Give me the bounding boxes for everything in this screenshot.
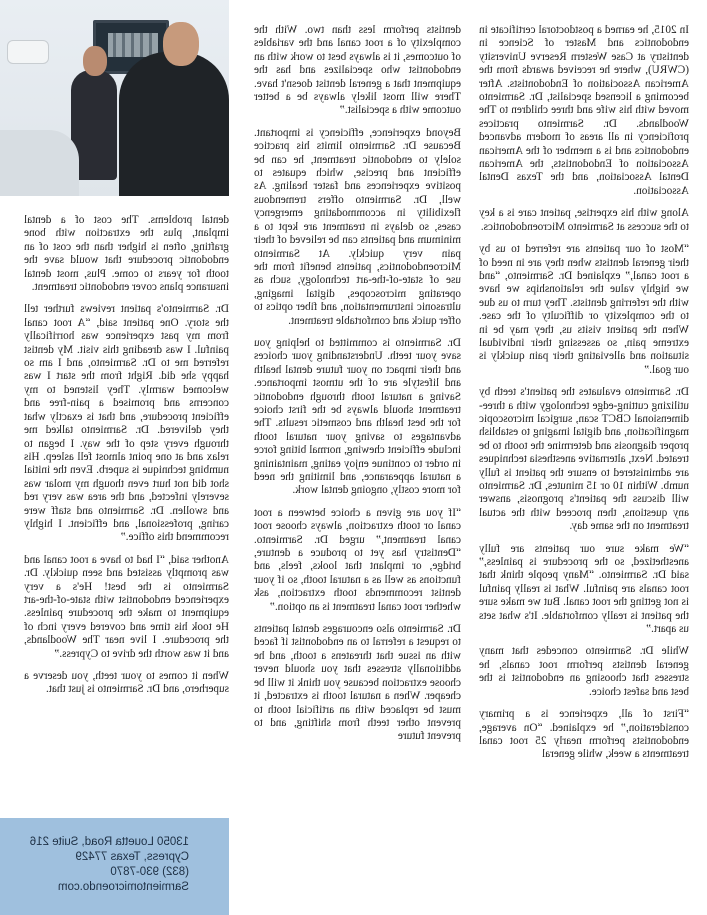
office-photo (0, 0, 229, 196)
contact-address: 13050 Louetta Road, Suite 216 (29, 836, 189, 848)
dental-lamp-image (7, 40, 49, 64)
paragraph: Beyond experience, efficiency is important. Because Dr. Sarmiento limits his practice solely to endodontic treatment, he can be efficient and precise, which equates to positive experiences and faster healing. As well, Dr. Sarmiento offers tremendous flexibility in accommodating emergency cases, so delays in treatment are kept to a minimum and patients can be relieved of their pain very quickly. At Sarmiento Microendodontics, patients benefit from the use of state-of-the-art technology, such as operating microscopes, digital imaging, ultrasonic instrumentation, and fiber optics to offer quick and comfortable treatment. (254, 126, 461, 327)
assistant-head (83, 46, 107, 76)
contact-website: Sarmientomicroendo.com (57, 881, 189, 893)
article-column-2 (254, 24, 461, 753)
paragraph: Along with his expertise, patient care is a key to the success at Sarmiento Microendodontics. (479, 207, 689, 233)
patient-chair (0, 130, 79, 196)
paragraph: Dr. Sarmiento is committed to helping you save your teeth. Understanding your choices and their impact on your future dental health and lifestyle are of the utmost importance. Saving a natural tooth through endodontic treatment should always be the first choice for the best health and cosmetic results. The advantages to saving your natural tooth include efficient chewing, normal biting force in order to continue enjoy eating, maintaining a natural appearance, and limiting the need for more costly, ongoing dental work. (254, 336, 461, 497)
doctor-head (163, 22, 199, 66)
paragraph: dentists perform less than two. With the complexity of a root canal and the variables of outcomes, it is always best to work with an endodontist who specializes and has the equipment that a general dentist doesn't have. There will most likely always be a better outcome with a specialist.” (254, 24, 461, 117)
paragraph: “Most of our patients are referred to us by their general dentists when they are in need of a root canal,” explained Dr. Sarmiento, “and we highly value the relationships we have with the referring dentists. They turn to us due to the complexity or difficulty of the case. When the patient visits us, they may be in extreme pain, so assessing their individual situation and alleviating their pain quickly is our goal.” (479, 243, 689, 376)
paragraph: dental problems. The cost of a dental implant, plus the extraction with bone grafting, often is higher than the cost of an endodontic procedure that would save the tooth for years to come. Plus, most dental insurance plans cover endodontic treatment. (24, 214, 229, 294)
paragraph: Dr. Sarmiento's patient reviews further tell the story. One patient said, “A root canal from my past experience was horrifically painful. I was dreading this visit. My dentist referred me to Dr. Sarmiento, and I am so happy she did. Right from the start I was welcomed warmly. They listened to my concerns and promised a pain-free and efficient procedure, and that is exactly what they delivered. Dr. Sarmiento talked me through every step of the way. I began to relax and at one point almost fell asleep. His numbing technique is superb. Even the initial shot did not hurt even though my molar was severely infected, and the area was very red and swollen. Dr. Sarmiento and staff were caring, professional, and efficient. I highly recommend this office.” (24, 303, 229, 544)
paragraph: While Dr. Sarmiento concedes that many general dentists perform root canals, he stresses that choosing an endodontist is the best and safest choice. (479, 645, 689, 698)
paragraph: Dr. Sarmiento also encourages dental patients to request a referral to an endodontist if faced with an issue that threatens a tooth, and he additionally stresses that you should never choose extraction because you think it will be cheaper. When a natural tooth is extracted, it must be replaced with an artificial tooth to prevent other teeth from shifting, and to prevent future (254, 623, 461, 743)
paragraph: Another said, “I had to have a root canal and was promptly assisted and seen quickly. Dr. Sarmiento is the best! He's a very experienced endodontist with state-of-the-art equipment to make the procedure painless. He took his time and covered every inch of the procedure. I live near The Woodlands, and it was worth the drive to Cypress.” (24, 553, 229, 660)
contact-phone: (832) 930-7870 (110, 866, 189, 878)
contact-box (0, 818, 229, 915)
article-column-3 (24, 214, 229, 706)
paragraph: In 2015, he earned a postdoctoral certificate in endodontics and Master of Science in dentistry at Case Western Reserve University (CWRU), where he received awards from the American Association of Endodontists. After becoming a licensed specialist, Dr. Sarmiento moved with his wife and three children to The Woodlands. Dr. Sarmiento practices proficiency in all areas of modern advanced endodontics and is a member of the American Association of Endodontists, the American Dental Association, and the Texas Dental Association. (479, 24, 689, 197)
article-column-1 (479, 24, 689, 771)
paragraph: “First of all, experience is a primary consideration,” he explained. “On average, endodontists perform nearly 25 root canal treatments a week, while general (479, 708, 689, 761)
contact-city: Cypress, Texas 77429 (75, 851, 189, 863)
paragraph: “We make sure our patients are fully anesthetized, so the procedure is painless,” said Dr. Sarmiento. “Many people think that root canals are painful. What is really painful is not getting the root canal. But we make sure the patient is really comfortable. It's what sets us apart.” (479, 542, 689, 636)
paragraph: “If you are given a choice between a root canal or tooth extraction, always choose root canal treatment,” urged Dr. Sarmiento. “Dentistry has yet to produce a denture, bridge, or implant that looks, feels, and functions as well as a natural tooth, so if your dentist recommends tooth extraction, ask whether root canal treatment is an option.” (254, 506, 461, 613)
paragraph: When it comes to your teeth, you deserve a superhero, and Dr. Sarmiento is just that. (24, 670, 229, 696)
paragraph: Dr. Sarmiento evaluates the patient's teeth by utilizing cutting-edge technology with a three-dimensional CBCT scan, surgical microscopic magnification, and digital imaging to establish proper diagnosis and determine the tooth to be treated. Next, alternative anesthesia techniques are administered to ensure the patient is fully numb. Within 10 or 15 minutes, Dr. Sarmiento will discuss the patient's prognosis, answer any questions, then proceed with the actual treatment on the same day. (479, 386, 689, 533)
doctor-figure (119, 52, 229, 196)
